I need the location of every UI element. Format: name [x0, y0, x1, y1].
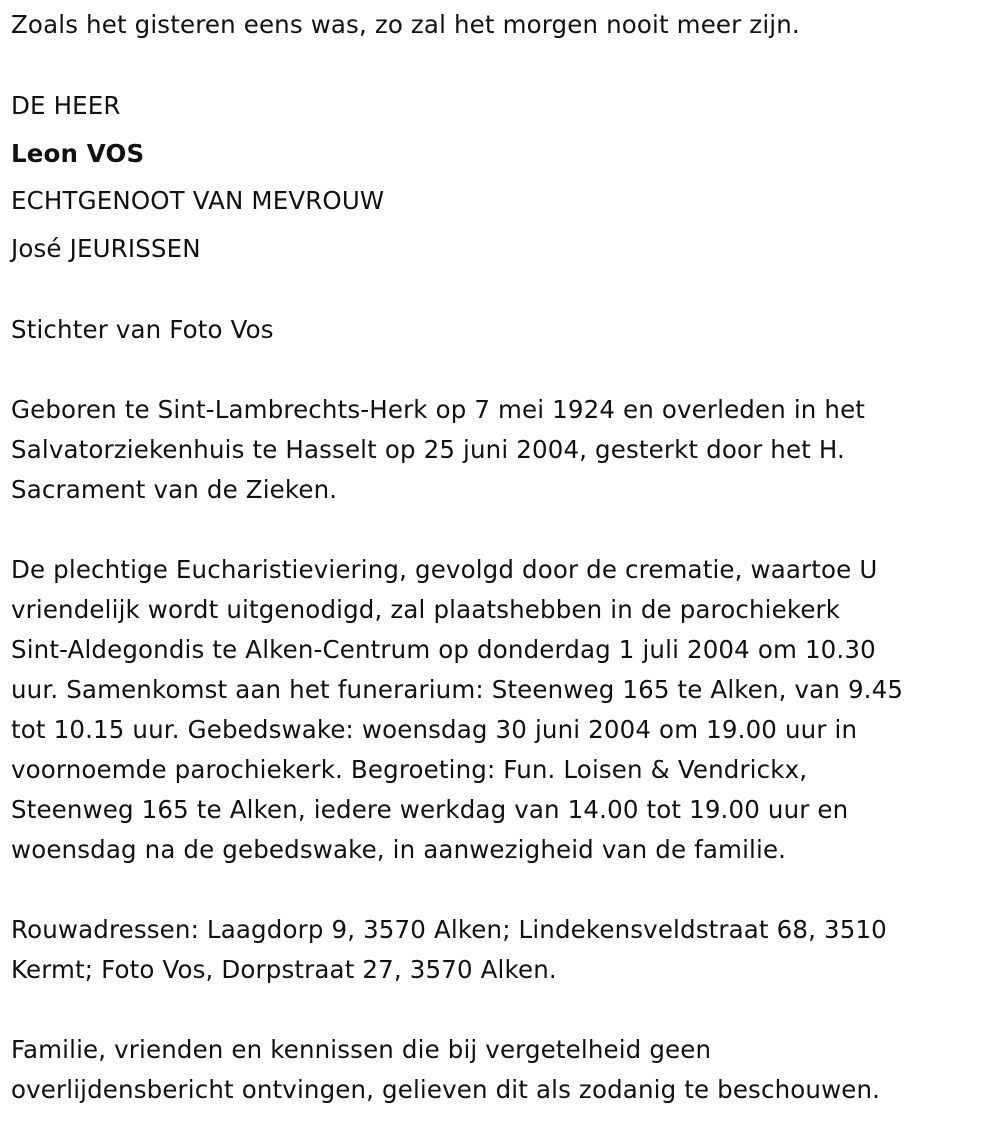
- paragraph-line: De plechtige Eucharistieviering, gevolgd door de crematie, waartoe U: [11, 555, 878, 584]
- deceased-name: Leon VOS: [11, 139, 145, 168]
- ceremony-paragraph: [11, 550, 986, 870]
- paragraph-line: Steenweg 165 te Alken, iedere werkdag van 14.00 tot 19.00 uur en: [11, 795, 849, 824]
- addresses-paragraph: [11, 910, 986, 990]
- role-line: Stichter van Foto Vos: [11, 315, 274, 344]
- closing-paragraph: [11, 1030, 986, 1110]
- paragraph-line: uur. Samenkomst aan het funerarium: Steenweg 165 te Alken, van 9.45: [11, 675, 904, 704]
- paragraph-line: vriendelijk wordt uitgenodigd, zal plaatshebben in de parochiekerk: [11, 595, 841, 624]
- paragraph-line: Salvatorziekenhuis te Hasselt op 25 juni 2004, gesterkt door het H.: [11, 435, 845, 464]
- paragraph-line: Geboren te Sint-Lambrechts-Herk op 7 mei 1924 en overleden in het: [11, 395, 866, 424]
- paragraph-line: overlijdensbericht ontvingen, gelieven dit als zodanig te beschouwen.: [11, 1075, 881, 1104]
- paragraph-line: Familie, vrienden en kennissen die bij vergetelheid geen: [11, 1035, 712, 1064]
- paragraph-line: Rouwadressen: Laagdorp 9, 3570 Alken; Lindekensveldstraat 68, 3510: [11, 915, 887, 944]
- spouse-label: ECHTGENOOT VAN MEVROUW: [11, 186, 385, 215]
- motto: Zoals het gisteren eens was, zo zal het morgen nooit meer zijn.: [11, 10, 800, 39]
- paragraph-line: Kermt; Foto Vos, Dorpstraat 27, 3570 Alken.: [11, 955, 557, 984]
- paragraph-line: Sint-Aldegondis te Alken-Centrum op donderdag 1 juli 2004 om 10.30: [11, 635, 876, 664]
- title-prefix: DE HEER: [11, 91, 121, 120]
- paragraph-line: woensdag na de gebedswake, in aanwezigheid van de familie.: [11, 835, 787, 864]
- paragraph-line: voornoemde parochiekerk. Begroeting: Fun. Loisen & Vendrickx,: [11, 755, 808, 784]
- spouse-name: José JEURISSEN: [11, 234, 201, 263]
- paragraph-line: Sacrament van de Zieken.: [11, 475, 338, 504]
- birth-death-paragraph: [11, 390, 986, 510]
- paragraph-line: tot 10.15 uur. Gebedswake: woensdag 30 juni 2004 om 19.00 uur in: [11, 715, 858, 744]
